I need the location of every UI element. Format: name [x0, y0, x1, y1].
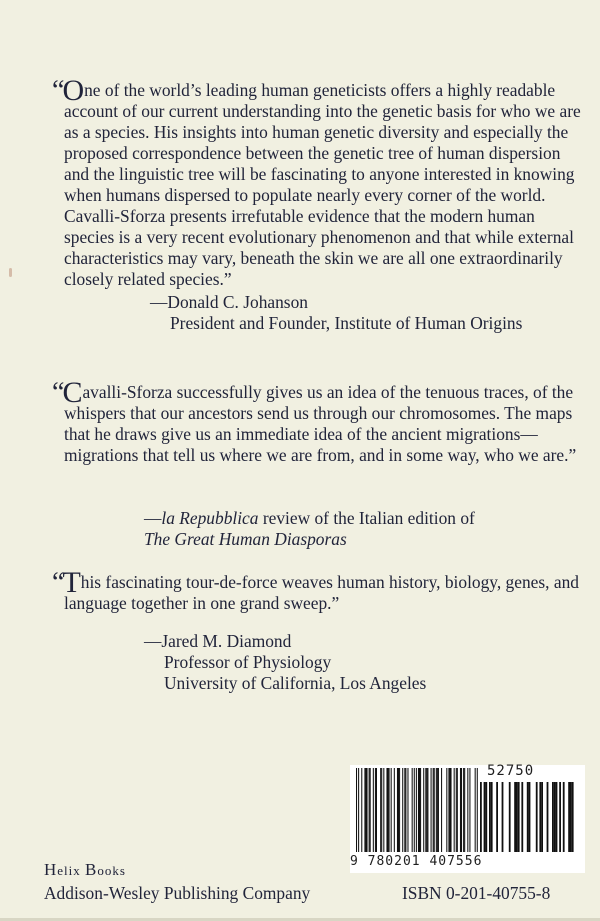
- blurb-text: “One of the world’s leading human geneticists offers a highly readable account of our current understanding into the genetic basis for who we are as a species. His insights into human genetic diversity and especially the proposed correspondence between the genetic tree of human dispersion and the linguistic tree will be fascinating to anyone interested in knowing when humans dispersed to populate nearly every corner of the world. Cavalli-Sforza presents irrefutable evidence that the modern human species is a very recent evolutionary phenomenon and that while external characteristics may vary, beneath the skin we are all one extraordinarily closely related species.”: [52, 74, 581, 289]
- barcode-bar: [361, 768, 362, 852]
- blurb-johanson: [52, 74, 582, 290]
- barcode-bar: [554, 782, 556, 852]
- attribution-org: University of California, Los Angeles: [164, 673, 427, 693]
- barcode-bar: [477, 768, 478, 852]
- barcode-bar: [391, 768, 392, 852]
- barcode-bar: [376, 768, 377, 852]
- attribution-diamond: [144, 631, 426, 694]
- attribution-title: President and Founder, Institute of Human Origins: [170, 313, 523, 333]
- barcode-bar: [404, 768, 405, 852]
- barcode-bar: [437, 768, 438, 852]
- attribution-johanson: [150, 292, 522, 334]
- barcode-bar: [369, 768, 370, 852]
- barcode-bar: [572, 782, 574, 852]
- barcode-bar: [475, 768, 476, 852]
- barcode-bar: [489, 782, 491, 852]
- barcode-price-code: 52750: [487, 763, 535, 779]
- barcode-bar: [552, 782, 554, 852]
- barcode-bar: [539, 782, 541, 852]
- blurb-repubblica: [52, 376, 582, 466]
- publisher-name: Addison-Wesley Publishing Company: [44, 883, 311, 903]
- barcode-bar: [433, 768, 434, 852]
- barcode-bar: [365, 768, 366, 852]
- barcode-bar: [398, 768, 399, 852]
- barcode-bar: [556, 782, 558, 852]
- barcode-bar: [456, 768, 457, 852]
- barcode-bar: [496, 782, 498, 852]
- barcode-bar: [521, 782, 523, 852]
- barcode-bar: [431, 768, 432, 852]
- barcode-bar: [418, 768, 419, 852]
- isbn-barcode: [350, 765, 585, 873]
- blurb-text: “Cavalli-Sforza successfully gives us an idea of the tenuous traces, of the whispers that our ancestors send us through our chromosomes. The maps that he draws give us an immediate idea of the ancient migrations—migrations that tell us where we are from, and in some way, who we are.”: [52, 376, 577, 465]
- barcode-bar: [402, 768, 403, 852]
- attribution-title: Professor of Physiology: [164, 652, 332, 672]
- barcode-bar: [467, 768, 468, 852]
- barcode-bar: [405, 768, 406, 852]
- barcode-bar: [414, 768, 415, 852]
- barcode-bar: [446, 768, 447, 852]
- barcode-bar: [454, 768, 455, 852]
- barcode-bar: [570, 782, 572, 852]
- barcode-bar: [386, 768, 387, 852]
- barcode-bar: [485, 782, 487, 852]
- barcode-bar: [407, 768, 408, 852]
- barcode-digits: 9 780201 407556: [350, 854, 483, 869]
- barcode-bar: [491, 782, 493, 852]
- barcode-bar: [451, 768, 452, 852]
- attribution-source-line: —la Repubblica review of the Italian edition of: [144, 508, 475, 528]
- barcode-bar: [367, 768, 368, 852]
- attribution-name: —Jared M. Diamond: [144, 631, 292, 651]
- barcode-bar: [463, 768, 464, 852]
- barcode-bar: [529, 782, 531, 852]
- barcode-bar: [438, 768, 439, 852]
- barcode-bar: [457, 768, 458, 852]
- barcode-bar: [388, 768, 389, 852]
- isbn-number: ISBN 0-201-40755-8: [402, 883, 551, 903]
- barcode-bar: [381, 768, 382, 852]
- barcode-bar: [399, 768, 400, 852]
- barcode-bar: [370, 768, 371, 852]
- barcode-bar: [518, 782, 520, 852]
- barcode-bar: [394, 768, 395, 852]
- barcode-bar: [449, 768, 450, 852]
- attribution-book-title: The Great Human Diasporas: [144, 529, 347, 549]
- barcode-bar: [373, 768, 374, 852]
- barcode-bar: [364, 768, 365, 852]
- imprint-name: Helix Books: [44, 860, 126, 879]
- barcode-bar: [423, 768, 424, 852]
- barcode-bar: [356, 768, 357, 852]
- barcode-bar: [434, 768, 435, 852]
- barcode-bar: [419, 768, 420, 852]
- barcode-bar: [383, 768, 384, 852]
- barcode-bar: [425, 768, 426, 852]
- barcode-bar: [426, 768, 427, 852]
- barcode-bar: [559, 782, 561, 852]
- barcode-bar: [514, 782, 516, 852]
- barcode-bar: [461, 768, 462, 852]
- barcode-bar: [412, 768, 413, 852]
- attribution-name: —Donald C. Johanson: [150, 292, 308, 312]
- barcode-bar: [541, 782, 543, 852]
- barcode-bar: [469, 768, 470, 852]
- barcode-bar: [509, 782, 511, 852]
- barcode-bar: [358, 768, 359, 852]
- blurb-text: “This fascinating tour-de-force weaves human history, biology, genes, and language together in one grand sweep.”: [52, 566, 579, 613]
- barcode-bar: [464, 768, 465, 852]
- barcode-bar: [527, 782, 529, 852]
- barcode-bar: [427, 768, 428, 852]
- barcode-bar: [380, 768, 381, 852]
- barcode-bar: [397, 768, 398, 852]
- barcode-bar: [484, 782, 486, 852]
- barcode-bar: [568, 782, 570, 852]
- barcode-bar: [480, 782, 482, 852]
- barcode-bar: [448, 768, 449, 852]
- blurb-diamond: [52, 566, 582, 614]
- barcode-bar: [420, 768, 421, 852]
- barcode-bar: [563, 782, 565, 852]
- barcode-bar: [441, 768, 442, 852]
- barcode-bar: [375, 768, 376, 852]
- barcode-bar: [436, 768, 437, 852]
- barcode-bar: [502, 782, 504, 852]
- barcode-bar: [516, 782, 518, 852]
- barcode-bar: [416, 768, 417, 852]
- attribution-repubblica: [144, 508, 475, 550]
- barcode-bar: [460, 768, 461, 852]
- barcode-bar: [547, 782, 549, 852]
- stain-mark: [9, 268, 12, 277]
- barcode-bar: [389, 768, 390, 852]
- barcode-bar: [536, 782, 538, 852]
